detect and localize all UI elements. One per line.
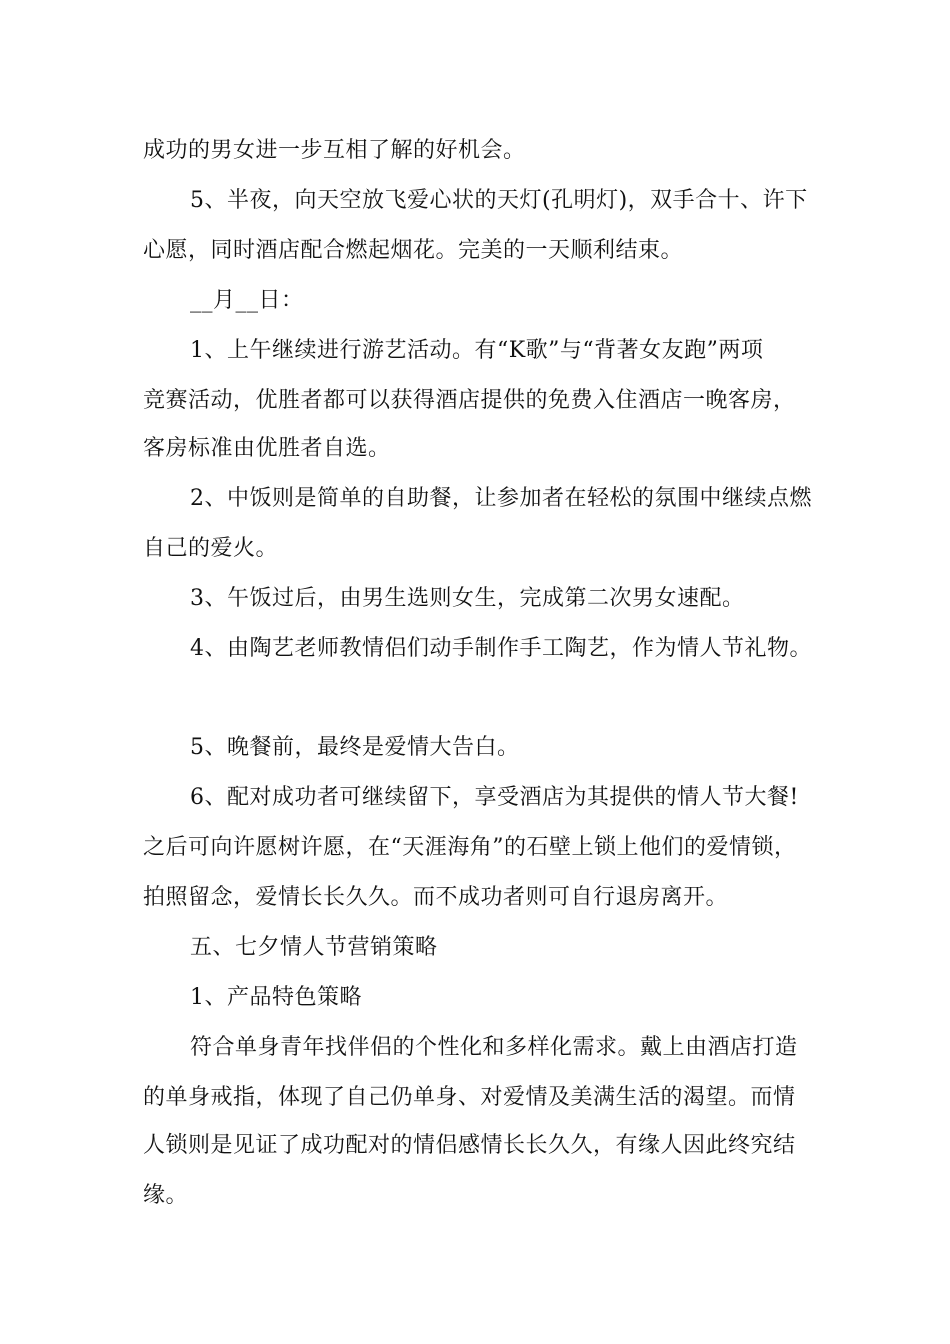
text-line: 6、配对成功者可继续留下，享受酒店为其提供的情人节大餐!	[190, 785, 799, 810]
text-line: 5、晚餐前，最终是爱情大告白。	[190, 735, 520, 760]
text-line: 缘。	[143, 1183, 189, 1208]
text-line: 竞赛活动，优胜者都可以获得酒店提供的免费入住酒店一晚客房，	[143, 388, 796, 413]
text-line: 5、半夜，向天空放飞爱心状的天灯(孔明灯)，双手合十、许下	[190, 188, 808, 213]
text-line: 3、午饭过后，由男生选则女生，完成第二次男女速配。	[190, 586, 745, 611]
text-line: 心愿，同时酒店配合燃起烟花。完美的一天顺利结束。	[143, 238, 684, 263]
text-line: 自己的爱火。	[143, 536, 279, 561]
section-heading: 五、七夕情人节营销策略	[190, 935, 438, 960]
text-line: 人锁则是见证了成功配对的情侣感情长长久久，有缘人因此终究结	[143, 1133, 796, 1158]
text-line: 客房标准由优胜者自选。	[143, 436, 391, 461]
text-line: 符合单身青年找伴侣的个性化和多样化需求。戴上由酒店打造	[190, 1035, 798, 1060]
date-heading: __月__日：	[190, 288, 304, 313]
text-line: 4、由陶艺老师教情侣们动手制作手工陶艺，作为情人节礼物。	[190, 636, 812, 661]
text-line: 2、中饭则是简单的自助餐，让参加者在轻松的氛围中继续点燃	[190, 486, 812, 511]
text-line: 成功的男女进一步互相了解的好机会。	[143, 138, 526, 163]
text-line: 的单身戒指，体现了自己仍单身、对爱情及美满生活的渴望。而情	[143, 1085, 796, 1110]
text-line: 1、上午继续进行游艺活动。有“K歌”与“背著女友跑”两项	[190, 338, 764, 363]
text-line: 拍照留念，爱情长长久久。而不成功者则可自行退房离开。	[143, 885, 729, 910]
text-line: 之后可向许愿树许愿，在“天涯海角”的石壁上锁上他们的爱情锁，	[143, 835, 797, 860]
subsection-heading: 1、产品特色策略	[190, 985, 362, 1010]
